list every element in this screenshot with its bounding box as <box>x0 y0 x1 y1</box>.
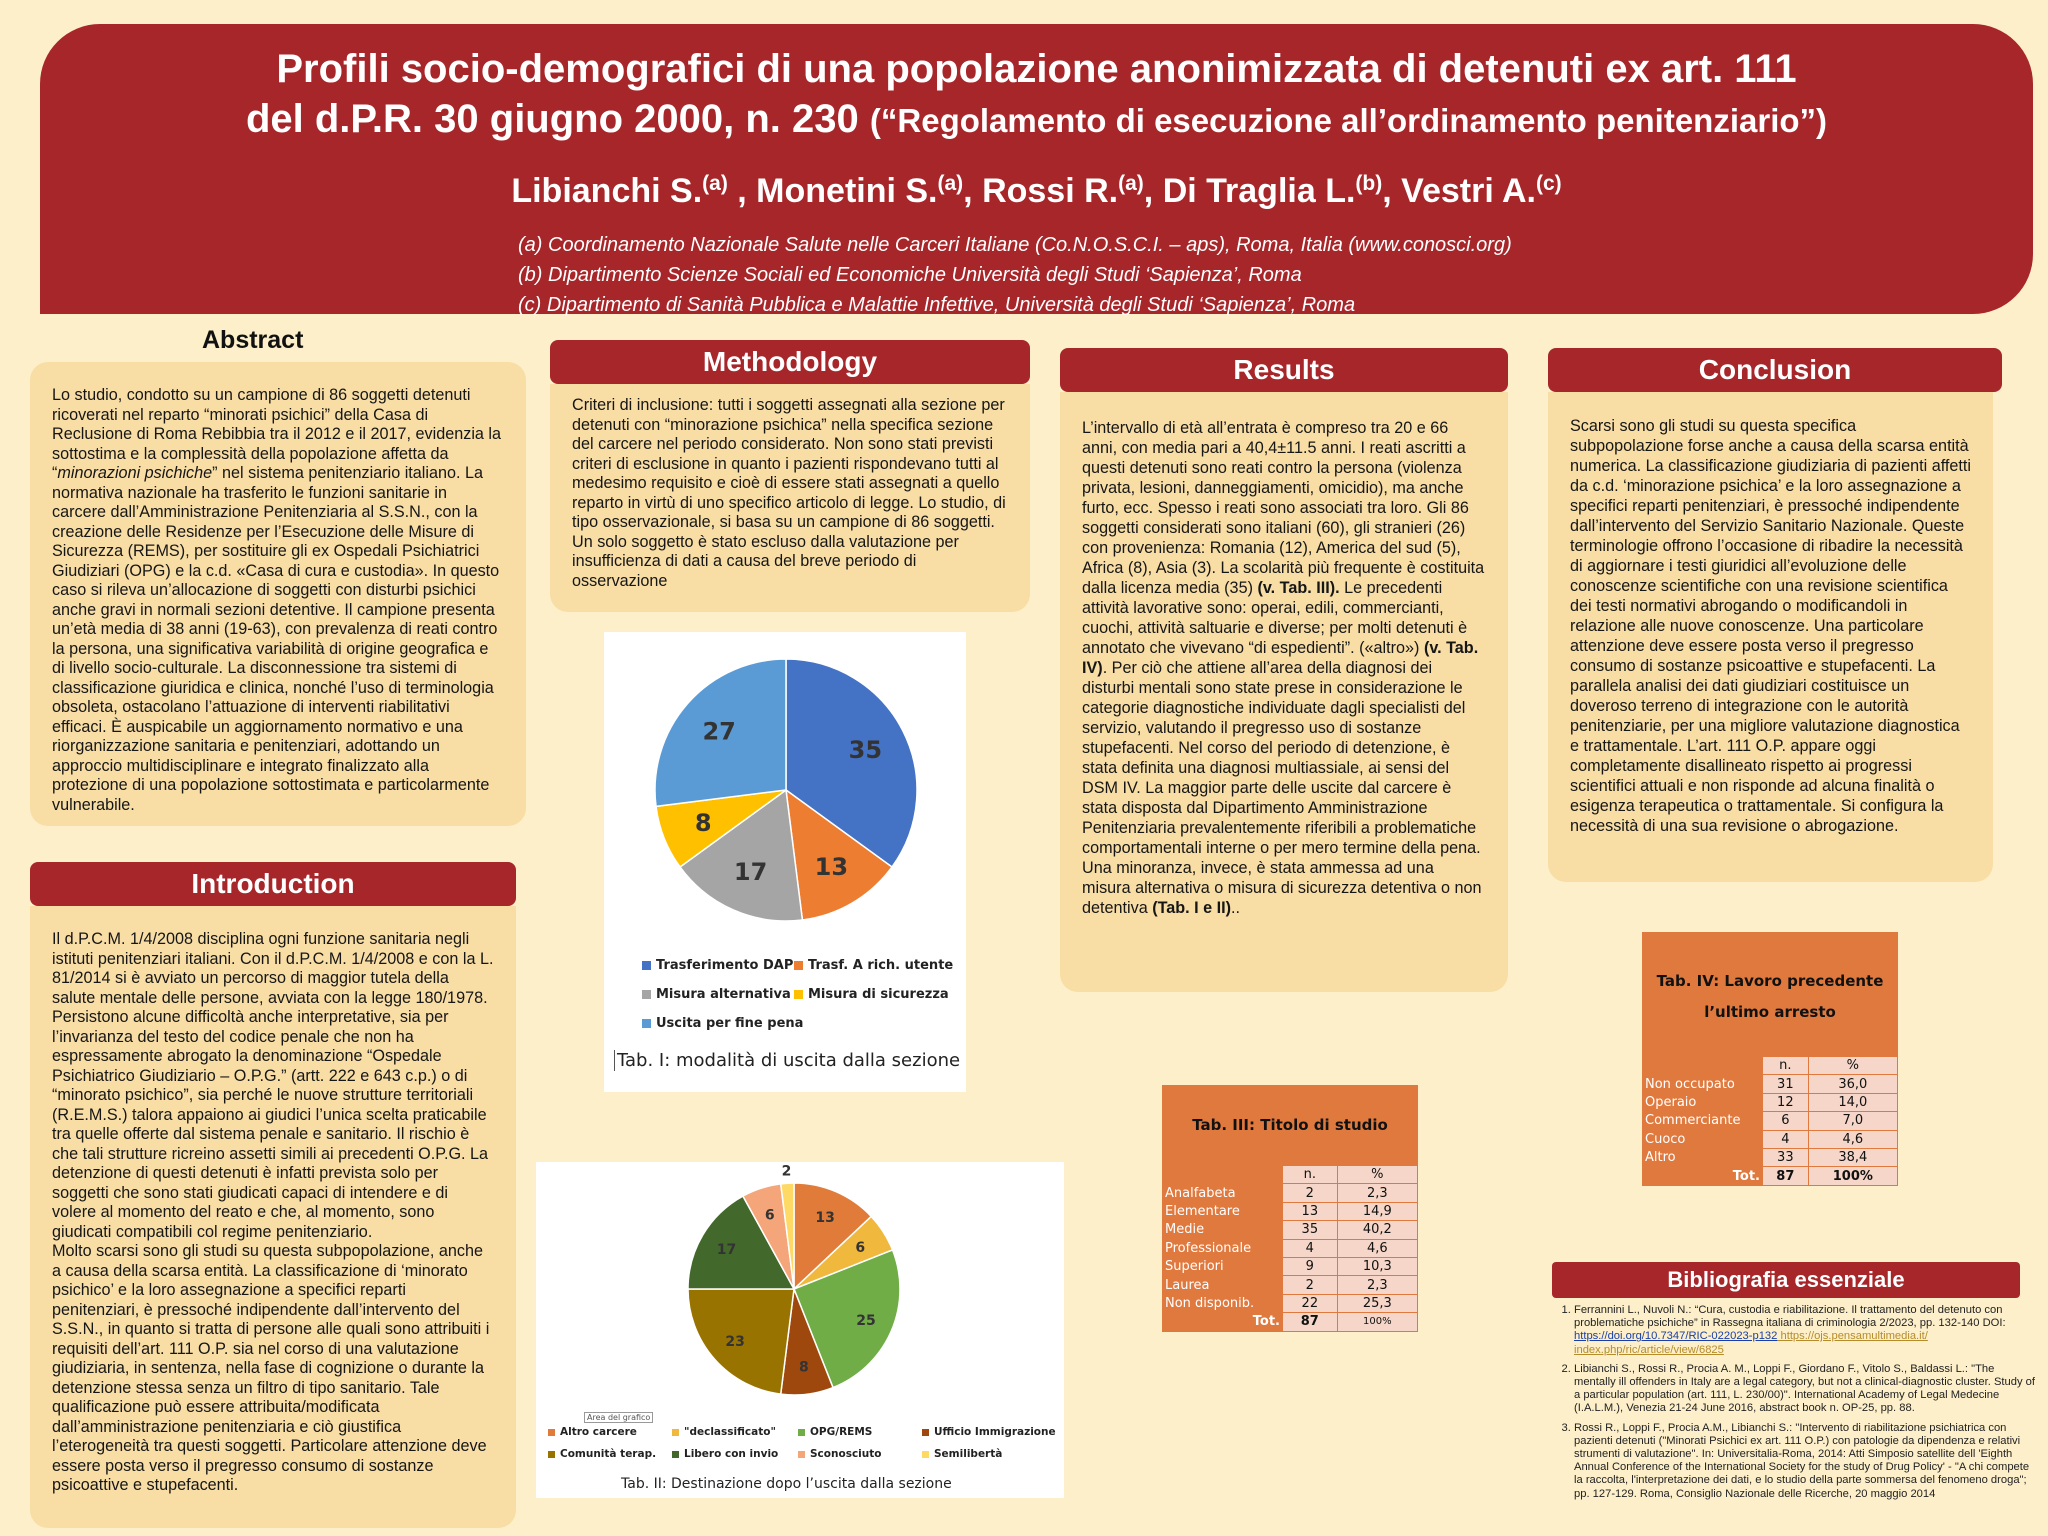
pie-data-label: 27 <box>702 717 736 746</box>
bibliography-list <box>1548 1304 2038 1507</box>
legend-swatch <box>922 1451 929 1458</box>
table-cell: Analfabeta <box>1163 1184 1283 1202</box>
pie-data-label: 13 <box>815 1209 835 1226</box>
legend-swatch <box>642 990 651 999</box>
legend-label: Semilibertà <box>934 1448 1003 1460</box>
legend-swatch <box>642 1019 651 1028</box>
table-cell: 36,0 <box>1808 1075 1897 1093</box>
legend-item <box>642 958 794 973</box>
author-mark: (a) <box>1118 172 1144 195</box>
table-cell: 4,6 <box>1337 1239 1417 1257</box>
table-cell: 87 <box>1283 1313 1338 1331</box>
legend-swatch <box>922 1429 929 1436</box>
results-ref: (Tab. I e II) <box>1152 899 1232 917</box>
abstract-text-end: ” nel sistema penitenziario italiano. La normativa nazionale ha trasferito le funzioni sanitarie in carcere dall’Amministrazione Penitenziaria al S.S.N., con la creazione delle Residenze per l’Esecuzione delle Misure di Sicurezza (REMS), per sostituire gli ex Ospedali Psichiatrici Giudiziari (OPG) e la c.d. «Casa di cura e custodia». In questo caso si rileva un’allocazione di soggetti con disturbi psichici anche gravi in normali sezioni detentive. Il campione presenta un’età media di 38 anni (19-63), con prevalenza di reati contro la persona, una significativa variabilità di origine geografica e di livello socio-culturale. La disconnessione tra sistemi di classificazione giuridica e clinica, nonché l’uso di terminologia obsoleta, ostacolano l’attuazione di interventi riabilitativi efficaci. È auspicabile un aggiornamento normativo e una riorganizzazione sanitaria e penitenziari, adottando un approccio multidisciplinare e integrato finalizzato alla protezione di una popolazione sottostimata e particolarmente vulnerabile. <box>52 464 500 814</box>
table-row <box>1643 1075 1898 1093</box>
methodology-title: Methodology <box>550 340 1030 384</box>
results-text: Le precedenti attività lavorative sono: operai, edili, commercianti, cuochi, attività saltuarie e diverse; per molti detenuti è annotato che vivevano “di espedienti”. («altro») <box>1082 579 1468 657</box>
legend-item <box>798 1448 922 1460</box>
author-mark: (a) <box>702 172 728 195</box>
table-cell: Non disponib. <box>1163 1294 1283 1312</box>
table-row <box>1163 1202 1418 1220</box>
pie-data-label: 35 <box>848 735 883 764</box>
conclusion-title: Conclusion <box>1548 348 2002 392</box>
reference-item: 2. Libianchi S., Rossi R., Procia A. M., Loppi F., Giordano F., Vitolo S., Baldassi L.: "The mentally ill offenders in Italy are a legal category, but not a clinical-diagnostic cluster. Study of a particular population (art. 111, L. 230/00)". International Academy of Legal Medecine (I.A.L.M.), Venezia 21-24 June 2016, abstract book n. OP-25, pp. 88. <box>1574 1363 2038 1416</box>
abstract-text: Lo studio, condotto su un campione di 86 soggetti detenuti ricoverati nel reparto “minorati psichici” della Casa di Reclusione di Roma Rebibbia tra il 2012 e il 2017, evidenzia la sottostima e la complessità della popolazione affetta da “ <box>52 386 502 482</box>
pie-data-label: 17 <box>716 1241 737 1258</box>
table-cell: 2,3 <box>1337 1276 1417 1294</box>
legend-swatch <box>548 1451 555 1458</box>
legend-label: Trasf. A rich. utente <box>808 958 954 973</box>
legend-item <box>798 1426 922 1438</box>
chart-tab2-caption: Tab. II: Destinazione dopo l’uscita dalla sezione <box>621 1476 952 1492</box>
chart-tab1-panel <box>604 632 966 1092</box>
table-cell: Operaio <box>1643 1093 1763 1111</box>
table-cell: 22 <box>1283 1294 1338 1312</box>
methodology-box <box>550 384 1030 612</box>
bibliography-title: Bibliografia essenziale <box>1552 1262 2020 1298</box>
table-cell: 9 <box>1283 1257 1338 1275</box>
table-tab3 <box>1162 1085 1418 1331</box>
affiliations <box>518 230 1512 320</box>
results-box <box>1060 392 1508 992</box>
reference-item: 1. Ferrannini L., Nuvoli N.: “Cura, custodia e riabilitazione. Il trattamento del detenuto con problematiche psichiche” in Rassegna italiana di criminologia 2/2023, pp. 132-140 DOI: https://doi.org/10.7347/RIC-022023-p132 https://ojs.pensamultimedia.it/ index.php/ric/article/view/6825 <box>1574 1304 2038 1357</box>
introduction-title: Introduction <box>30 862 516 906</box>
table-cell: 4 <box>1283 1239 1338 1257</box>
authors: Libianchi S.$^{(a)}$ , Monetini S.$^{(a)}$, Rossi R.$^{(a)}$, Di Traglia L.$^{(b)}$, Vestri A.$^{(c)}$ <box>511 172 1562 210</box>
legend-item <box>672 1426 798 1438</box>
table-cell: 13 <box>1283 1202 1338 1220</box>
author-mark: (a) <box>937 172 964 195</box>
legend-swatch <box>794 990 803 999</box>
table-cell: 87 <box>1763 1167 1809 1185</box>
article-link[interactable]: https://ojs.pensamultimedia.it/ index.php/ric/article/view/6825 <box>1574 1330 1928 1356</box>
table-tab4 <box>1642 932 1898 1186</box>
table-cell: Cuoco <box>1643 1130 1763 1148</box>
reference-item: 3. Rossi R., Loppi F., Procia A.M., Libianchi S.: "Intervento di riabilitazione psichiatrica con pazienti detenuti ("Minorati Psichici ex art. 111 O.P.) con patologie da dipendenza e relativi strumenti di valutazione". In: Universitalia-Roma, 2014: Atti Simposio satellite dell 'Eighth Annual Conference of the International Society for the study of Drug Policy' - "A chi compete la raccolta, l'interpretazione dei dati, e lo studio della parte sommersa del fenomeno droga"; pp. 127-129. Roma, Consiglio Nazionale delle Ricerche, 20 maggio 2014 <box>1574 1422 2038 1501</box>
table-header-row <box>1163 1166 1418 1184</box>
results-text: .. <box>1231 899 1241 917</box>
table-row <box>1643 1093 1898 1111</box>
legend-tab1 <box>642 958 962 1031</box>
pie-data-label: 6 <box>764 1207 775 1224</box>
legend-label: Ufficio Immigrazione <box>934 1426 1056 1438</box>
results-title: Results <box>1060 348 1508 392</box>
poster-title <box>40 44 2033 146</box>
pie-data-label: 8 <box>694 809 712 838</box>
legend-label: OPG/REMS <box>810 1426 873 1438</box>
table-cell: 35 <box>1283 1221 1338 1239</box>
conclusion-box <box>1548 392 1993 882</box>
table-cell: Altro <box>1643 1148 1763 1166</box>
table-row <box>1163 1239 1418 1257</box>
table-row <box>1643 1112 1898 1130</box>
introduction-paragraph: Molto scarsi sono gli studi su questa subpopolazione, anche a causa della scarsa entità. La classificazione di ‘minorato psichico’ e la loro assegnazione a specifici reparti penitenziari, è pressoché indipendente dall’intervento del S.S.N., in quanto si tratta di persone alle quali sono attribuiti i requisiti dell’art. 111 O.P. sia nel corso di una valutazione giudiziaria, in sentenza, nella fase di cognizione o durante la detenzione stessa senza un filtro di tipo sanitario. Tale qualificazione può essere attribuita/modificata dall’amministrazione penitenziaria e ciò giustifica l’eterogeneità tra questi soggetti. Particolare attenzione deve essere posta verso il pregresso consumo di sostanze psicoattive e stupefacenti. <box>52 1242 490 1494</box>
table-cell: 25,3 <box>1337 1294 1417 1312</box>
legend-swatch <box>672 1429 679 1436</box>
table-tab3-grid <box>1162 1165 1418 1332</box>
pie-data-label: 17 <box>733 858 768 887</box>
table-row <box>1643 1148 1898 1166</box>
author-mark: (c) <box>1535 172 1562 195</box>
legend-label: Trasferimento DAP <box>656 958 794 973</box>
legend-label: Sconosciuto <box>810 1448 882 1460</box>
legend-swatch <box>548 1429 555 1436</box>
affiliation: (a) Coordinamento Nazionale Salute nelle Carceri Italiane (Co.N.O.S.C.I. – aps), Roma, Italia (www.conosci.org) <box>518 234 1512 256</box>
legend-item <box>794 958 953 973</box>
table-row <box>1163 1257 1418 1275</box>
affiliation: (c) Dipartimento di Sanità Pubblica e Malattie Infettive, Università degli Studi ‘Sapienza’, Roma <box>518 294 1356 316</box>
pie-data-label: 6 <box>855 1239 866 1256</box>
author: Libianchi S. <box>511 172 703 210</box>
legend-label: Comunità terap. <box>560 1448 657 1460</box>
table-total-row <box>1163 1313 1418 1331</box>
legend-item <box>922 1448 1002 1460</box>
author: Vestri A. <box>1401 172 1536 210</box>
table-cell: 100% <box>1337 1313 1417 1331</box>
table-cell: 2 <box>1283 1184 1338 1202</box>
pie-data-label: 25 <box>856 1313 876 1330</box>
table-cell: 2,3 <box>1337 1184 1417 1202</box>
table-cell: Commerciante <box>1643 1112 1763 1130</box>
author-mark: (b) <box>1355 172 1383 195</box>
chart-tab1-caption: Tab. I: modalità di uscita dalla sezione <box>614 1050 960 1071</box>
legend-swatch <box>798 1451 805 1458</box>
title-main: del d.P.R. 30 giugno 2000, n. 230 <box>245 97 859 141</box>
abstract-title: Abstract <box>202 326 304 354</box>
table-cell: 33 <box>1763 1148 1809 1166</box>
results-text: . Per ciò che attiene all’area della diagnosi dei disturbi mentali sono state prese in considerazione le categorie diagnostiche individuate dagli specialisti del servizio, valutando il pregresso uso di sostanze stupefacenti. Nel corso del periodo di detenzione, è stata definita una diagnosi multiassiale, ai sensi del DSM IV. La maggior parte delle uscite dal carcere è stata disposta dal Dipartimento Amministrazione Penitenziaria prevalentemente riferibili a problematiche comportamentali interne o per mero termine della pena. Una minoranza, invece, è stata ammessa ad una misura alternativa o misura di sicurezza detentiva o non detentiva <box>1082 659 1482 917</box>
results-ref: (v. Tab. IV) <box>1082 639 1479 677</box>
pie-data-label: 23 <box>725 1333 745 1350</box>
legend-tab2 <box>548 1426 1064 1460</box>
table-cell: Medie <box>1163 1221 1283 1239</box>
legend-item <box>548 1448 672 1460</box>
table-row <box>1163 1294 1418 1312</box>
pie-data-label: 2 <box>781 1163 792 1180</box>
title-sub: (“Regolamento di esecuzione all’ordinamento penitenziario”) <box>869 102 1828 139</box>
table-cell: 12 <box>1763 1093 1809 1111</box>
results-text: L’intervallo di età all’entrata è compreso tra 20 e 66 anni, con media pari a 40,4±11.5 anni. I reati ascritti a questi detenuti sono reati contro la persona (violenza privata, lesioni, danneggiamenti, omicidio), ma anche furto, ecc. Spesso i reati sono associati tra loro. Gli 86 soggetti considerati sono italiani (60), gli stranieri (26) con provenienza: Romania (12), America del sud (5), Africa (8), Asia (3). La scolarità più frequente è costituita dalla licenza media (35) <box>1082 419 1485 597</box>
legend-item <box>642 1016 803 1031</box>
table-tab4-title: Tab. IV: Lavoro precedente l’ultimo arresto <box>1656 972 1884 1021</box>
legend-label: Libero con invio <box>684 1448 779 1460</box>
title-line-1: Profili socio-demografici di una popolazione anonimizzata di detenuti ex art. 111 <box>276 47 1797 91</box>
table-cell: 14,0 <box>1808 1093 1897 1111</box>
results-ref: (v. Tab. III). <box>1257 579 1340 597</box>
table-cell: 7,0 <box>1808 1112 1897 1130</box>
table-header-cell: n. <box>1283 1166 1338 1184</box>
table-cell: Professionale <box>1163 1239 1283 1257</box>
legend-item <box>548 1426 672 1438</box>
table-cell: 31 <box>1763 1075 1809 1093</box>
table-tab3-title: Tab. III: Titolo di studio <box>1192 1116 1388 1134</box>
legend-item <box>794 987 949 1002</box>
table-cell: 100% <box>1808 1167 1897 1185</box>
conclusion-text: Scarsi sono gli studi su questa specifica subpopolazione forse anche a causa della scarsa entità numerica. La classificazione giudiziaria di pazienti affetti da c.d. ‘minorazione psichica’ e la loro assegnazione a specifici reparti penitenziari, è pressoché indipendente dall’intervento del Servizio Sanitario Nazionale. Queste terminologie offrono l’occasione di ribadire la necessità di aggiornare i testi giuridici all’evoluzione delle conoscenze scientifiche con una revisione scientifica dei testi normativi abrogando o modificandoli in relazione alle nuove conoscenze. Una particolare attenzione deve essere posta verso il pregresso consumo di sostanze psicoattive e stupefacenti. La parallela analisi dei dati giudiziari costituisce un doveroso terreno di integrazione con le autorità penitenziarie, per una migliore valutazione diagnostica e trattamentale. L’art. 111 O.P. appare oggi completamente disallineato rispetto ai progressi scientifici attuali e non risponde ad alcuna finalità o esigenza terapeutica o trattamentale. Si configura la necessità di una sua revisione o abrogazione. <box>1570 417 1972 835</box>
introduction-paragraph: Il d.P.C.M. 1/4/2008 disciplina ogni funzione sanitaria negli istituti penitenziari italiani. Con il d.P.C.M. 1/4/2008 e con la L. 81/2014 si è avviato un percorso di maggior tutela della salute mentale delle persone, avviata con la legge 180/1978. Persistono alcune difficoltà anche interpretative, sia per l’invarianza del testo del codice penale che non ha espressamente abrogato la denominazione “Ospedale Psichiatrico Giudiziario – O.P.G.” (artt. 222 e 643 c.p.) o di “minorato psichico”, sia perché le nuove strutture territoriali (R.E.M.S.) talora appaiono ai giudici l’unica scelta praticabile tra quelle offerte dal sistema penale e sanitario. Il rischio è che tali strutture ricreino assetti simili ai precedenti O.P.G. La detenzione di questi detenuti è infatti prevista solo per soggetti che sono stati giudicati capaci di intendere e di volere al momento del reato e che, al momento, sono giudicati compatibili col regime penitenziario. <box>52 930 494 1241</box>
table-cell: Elementare <box>1163 1202 1283 1220</box>
pie-chart-tab1 <box>604 632 966 922</box>
table-row <box>1163 1221 1418 1239</box>
legend-swatch <box>798 1429 805 1436</box>
table-tab4-grid <box>1642 1056 1898 1186</box>
legend-swatch <box>672 1451 679 1458</box>
table-cell: 4 <box>1763 1130 1809 1148</box>
legend-label: "declassificato" <box>684 1426 776 1438</box>
table-header-cell: % <box>1808 1057 1897 1075</box>
table-header-row <box>1643 1057 1898 1075</box>
poster-header <box>40 24 2033 314</box>
table-cell: 6 <box>1763 1112 1809 1130</box>
table-row <box>1163 1184 1418 1202</box>
table-cell: 40,2 <box>1337 1221 1417 1239</box>
title-line-2 <box>40 94 2033 146</box>
table-cell: 4,6 <box>1808 1130 1897 1148</box>
pie-data-label: 13 <box>814 853 849 882</box>
legend-label: Misura di sicurezza <box>808 987 949 1002</box>
author: Rossi R. <box>982 172 1119 210</box>
table-cell: Laurea <box>1163 1276 1283 1294</box>
abstract-italic: minorazioni psichiche <box>57 464 213 482</box>
author: Monetini S. <box>756 172 938 210</box>
introduction-box <box>30 906 516 1528</box>
table-cell: 14,9 <box>1337 1202 1417 1220</box>
legend-swatch <box>642 961 651 970</box>
table-header-cell: n. <box>1763 1057 1809 1075</box>
author: Di Traglia L. <box>1162 172 1356 210</box>
abstract-box <box>30 362 526 826</box>
table-cell: Tot. <box>1163 1313 1283 1331</box>
doi-link[interactable]: https://doi.org/10.7347/RIC-022023-p132 <box>1574 1330 1778 1343</box>
table-header-cell: % <box>1337 1166 1417 1184</box>
table-cell: Non occupato <box>1643 1075 1763 1093</box>
chart-area-tooltip: Area del grafico <box>584 1412 653 1423</box>
legend-label: Altro carcere <box>560 1426 637 1438</box>
legend-swatch <box>794 961 803 970</box>
table-row <box>1643 1130 1898 1148</box>
legend-item <box>642 987 794 1002</box>
table-cell: Superiori <box>1163 1257 1283 1275</box>
pie-data-label: 8 <box>798 1359 809 1376</box>
legend-label: Misura alternativa <box>656 987 791 1002</box>
table-cell: 38,4 <box>1808 1148 1897 1166</box>
table-cell: 10,3 <box>1337 1257 1417 1275</box>
table-cell: 2 <box>1283 1276 1338 1294</box>
legend-label: Uscita per fine pena <box>656 1016 804 1031</box>
legend-item <box>672 1448 798 1460</box>
chart-tab2-panel <box>536 1162 1064 1498</box>
legend-item <box>922 1426 1056 1438</box>
methodology-text: Criteri di inclusione: tutti i soggetti assegnati alla sezione per detenuti con “minorazione psichica” nella specifica sezione del carcere nel periodo considerato. Non sono stati previsti criteri di esclusione in quanto i pazienti rispondevano tutti al medesimo requisito e cioè di essere stati assegnati a quello reparto in virtù di uno specifico articolo di legge. Lo studio, di tipo osservazionale, si basa su un campione di 86 soggetti. Un solo soggetto è stato escluso dalla valutazione per insufficienza di dati a causa del breve periodo di osservazione <box>572 396 1006 590</box>
pie-chart-tab2 <box>536 1162 1064 1402</box>
affiliation: (b) Dipartimento Scienze Sociali ed Economiche Università degli Studi ‘Sapienza’, Roma <box>518 264 1302 286</box>
table-total-row <box>1643 1167 1898 1185</box>
table-cell: Tot. <box>1643 1167 1763 1185</box>
table-row <box>1163 1276 1418 1294</box>
